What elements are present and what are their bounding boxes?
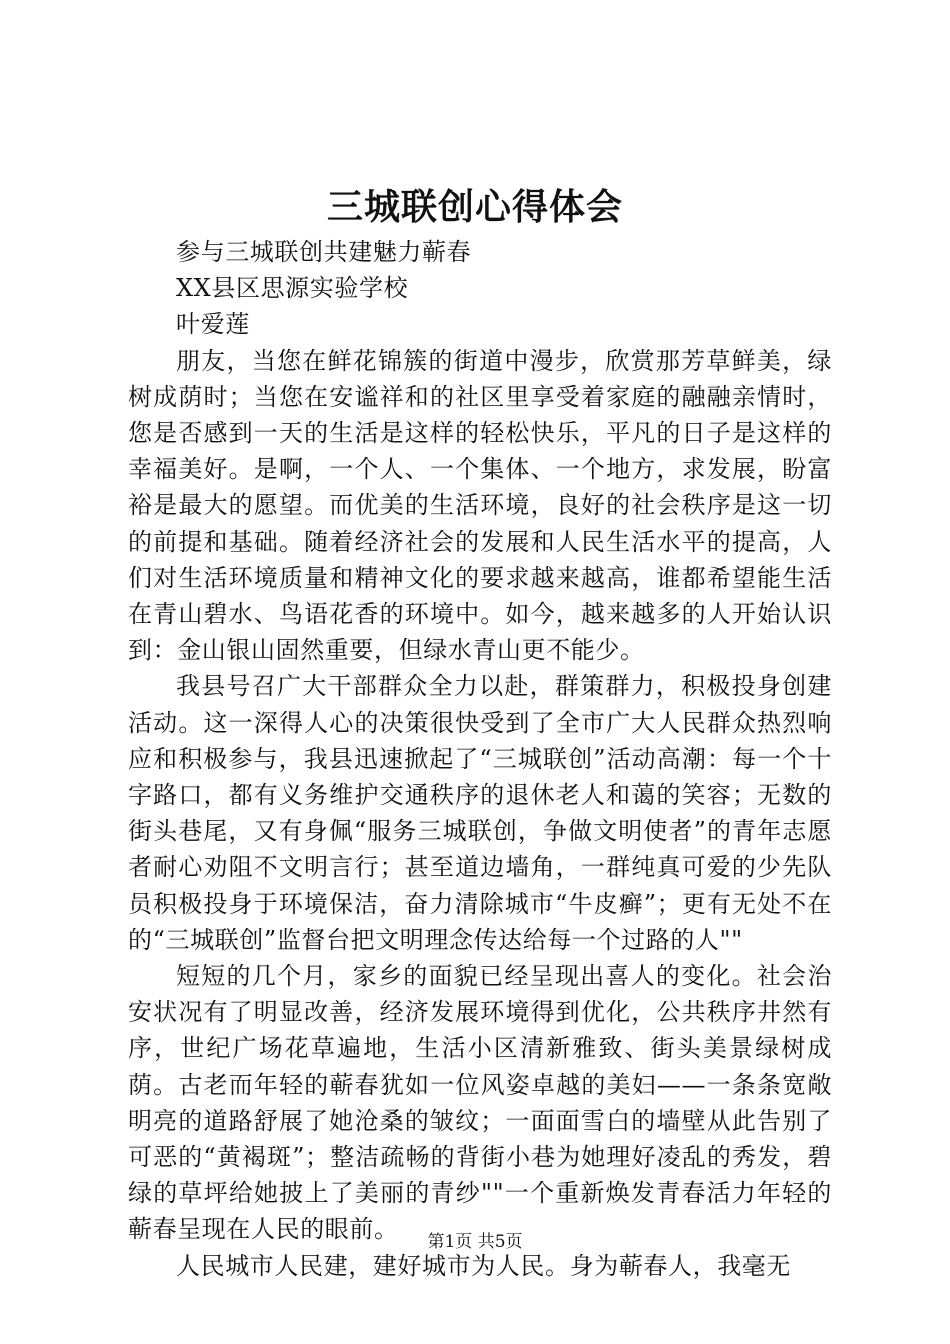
paragraph: 朋友，当您在鲜花锦簇的街道中漫步，欣赏那芳草鲜美，绿树成荫时；当您在安谧祥和的社区里享受着家庭的融融亲情时，您是否感到一天的生活是这样的轻松快乐，平凡的日子是这样的幸福美好。是啊，一个人、一个集体、一个地方，求发展，盼富裕是最大的愿望。而优美的生活环境，良好的社会秩序是这一切的前提和基础。随着经济社会的发展和人民生活水平的提高，人们对生活环境质量和精神文化的要求越来越高，谁都希望能生活在青山碧水、鸟语花香的环境中。如今，越来越多的人开始认识到：金山银山固然重要，但绿水青山更不能少。 — [128, 346, 832, 665]
paragraph: 我县号召广大干部群众全力以赴，群策群力，积极投身创建活动。这一深得人心的决策很快受到了全市广大人民群众热烈响应和积极参与，我县迅速掀起了“三城联创”活动高潮：每一个十字路口，都有义务维护交通秩序的退休老人和蔼的笑容；无数的街头巷尾，又有身佩“服务三城联创，争做文明使者”的青年志愿者耐心劝阻不文明言行；甚至道边墙角，一群纯真可爱的少先队员积极投身于环境保洁，奋力清除城市“牛皮癣”；更有无处不在的“三城联创”监督台把文明理念传达给每一个过路的人"" — [128, 672, 832, 954]
school-line: XX县区思源实验学校 — [176, 274, 409, 303]
page-footer: 第1页 共5页 — [427, 1232, 523, 1252]
paragraph: 人民城市人民建，建好城市为人民。身为蕲春人，我毫无 — [176, 1251, 791, 1280]
document-title: 三城联创心得体会 — [326, 186, 623, 228]
paragraph: 短短的几个月，家乡的面貌已经呈现出喜人的变化。社会治安状况有了明显改善，经济发展环境得到优化，公共秩序井然有序，世纪广场花草遍地，生活小区清新雅致、街头美景绿树成荫。古老而年轻的蕲春犹如一位风姿卓越的美妇——一条条宽敞明亮的道路舒展了她沧桑的皱纹；一面面雪白的墙壁从此告别了可恶的“黄褐斑”；整洁疏畅的背街小巷为她理好凌乱的秀发，碧绿的草坪给她披上了美丽的青纱""一个重新焕发青春活力年轻的蕲春呈现在人民的眼前。 — [128, 962, 832, 1244]
author-line: 叶爱莲 — [176, 310, 250, 339]
subtitle-line: 参与三城联创共建魅力蕲春 — [176, 238, 472, 266]
document-body — [128, 234, 832, 1284]
